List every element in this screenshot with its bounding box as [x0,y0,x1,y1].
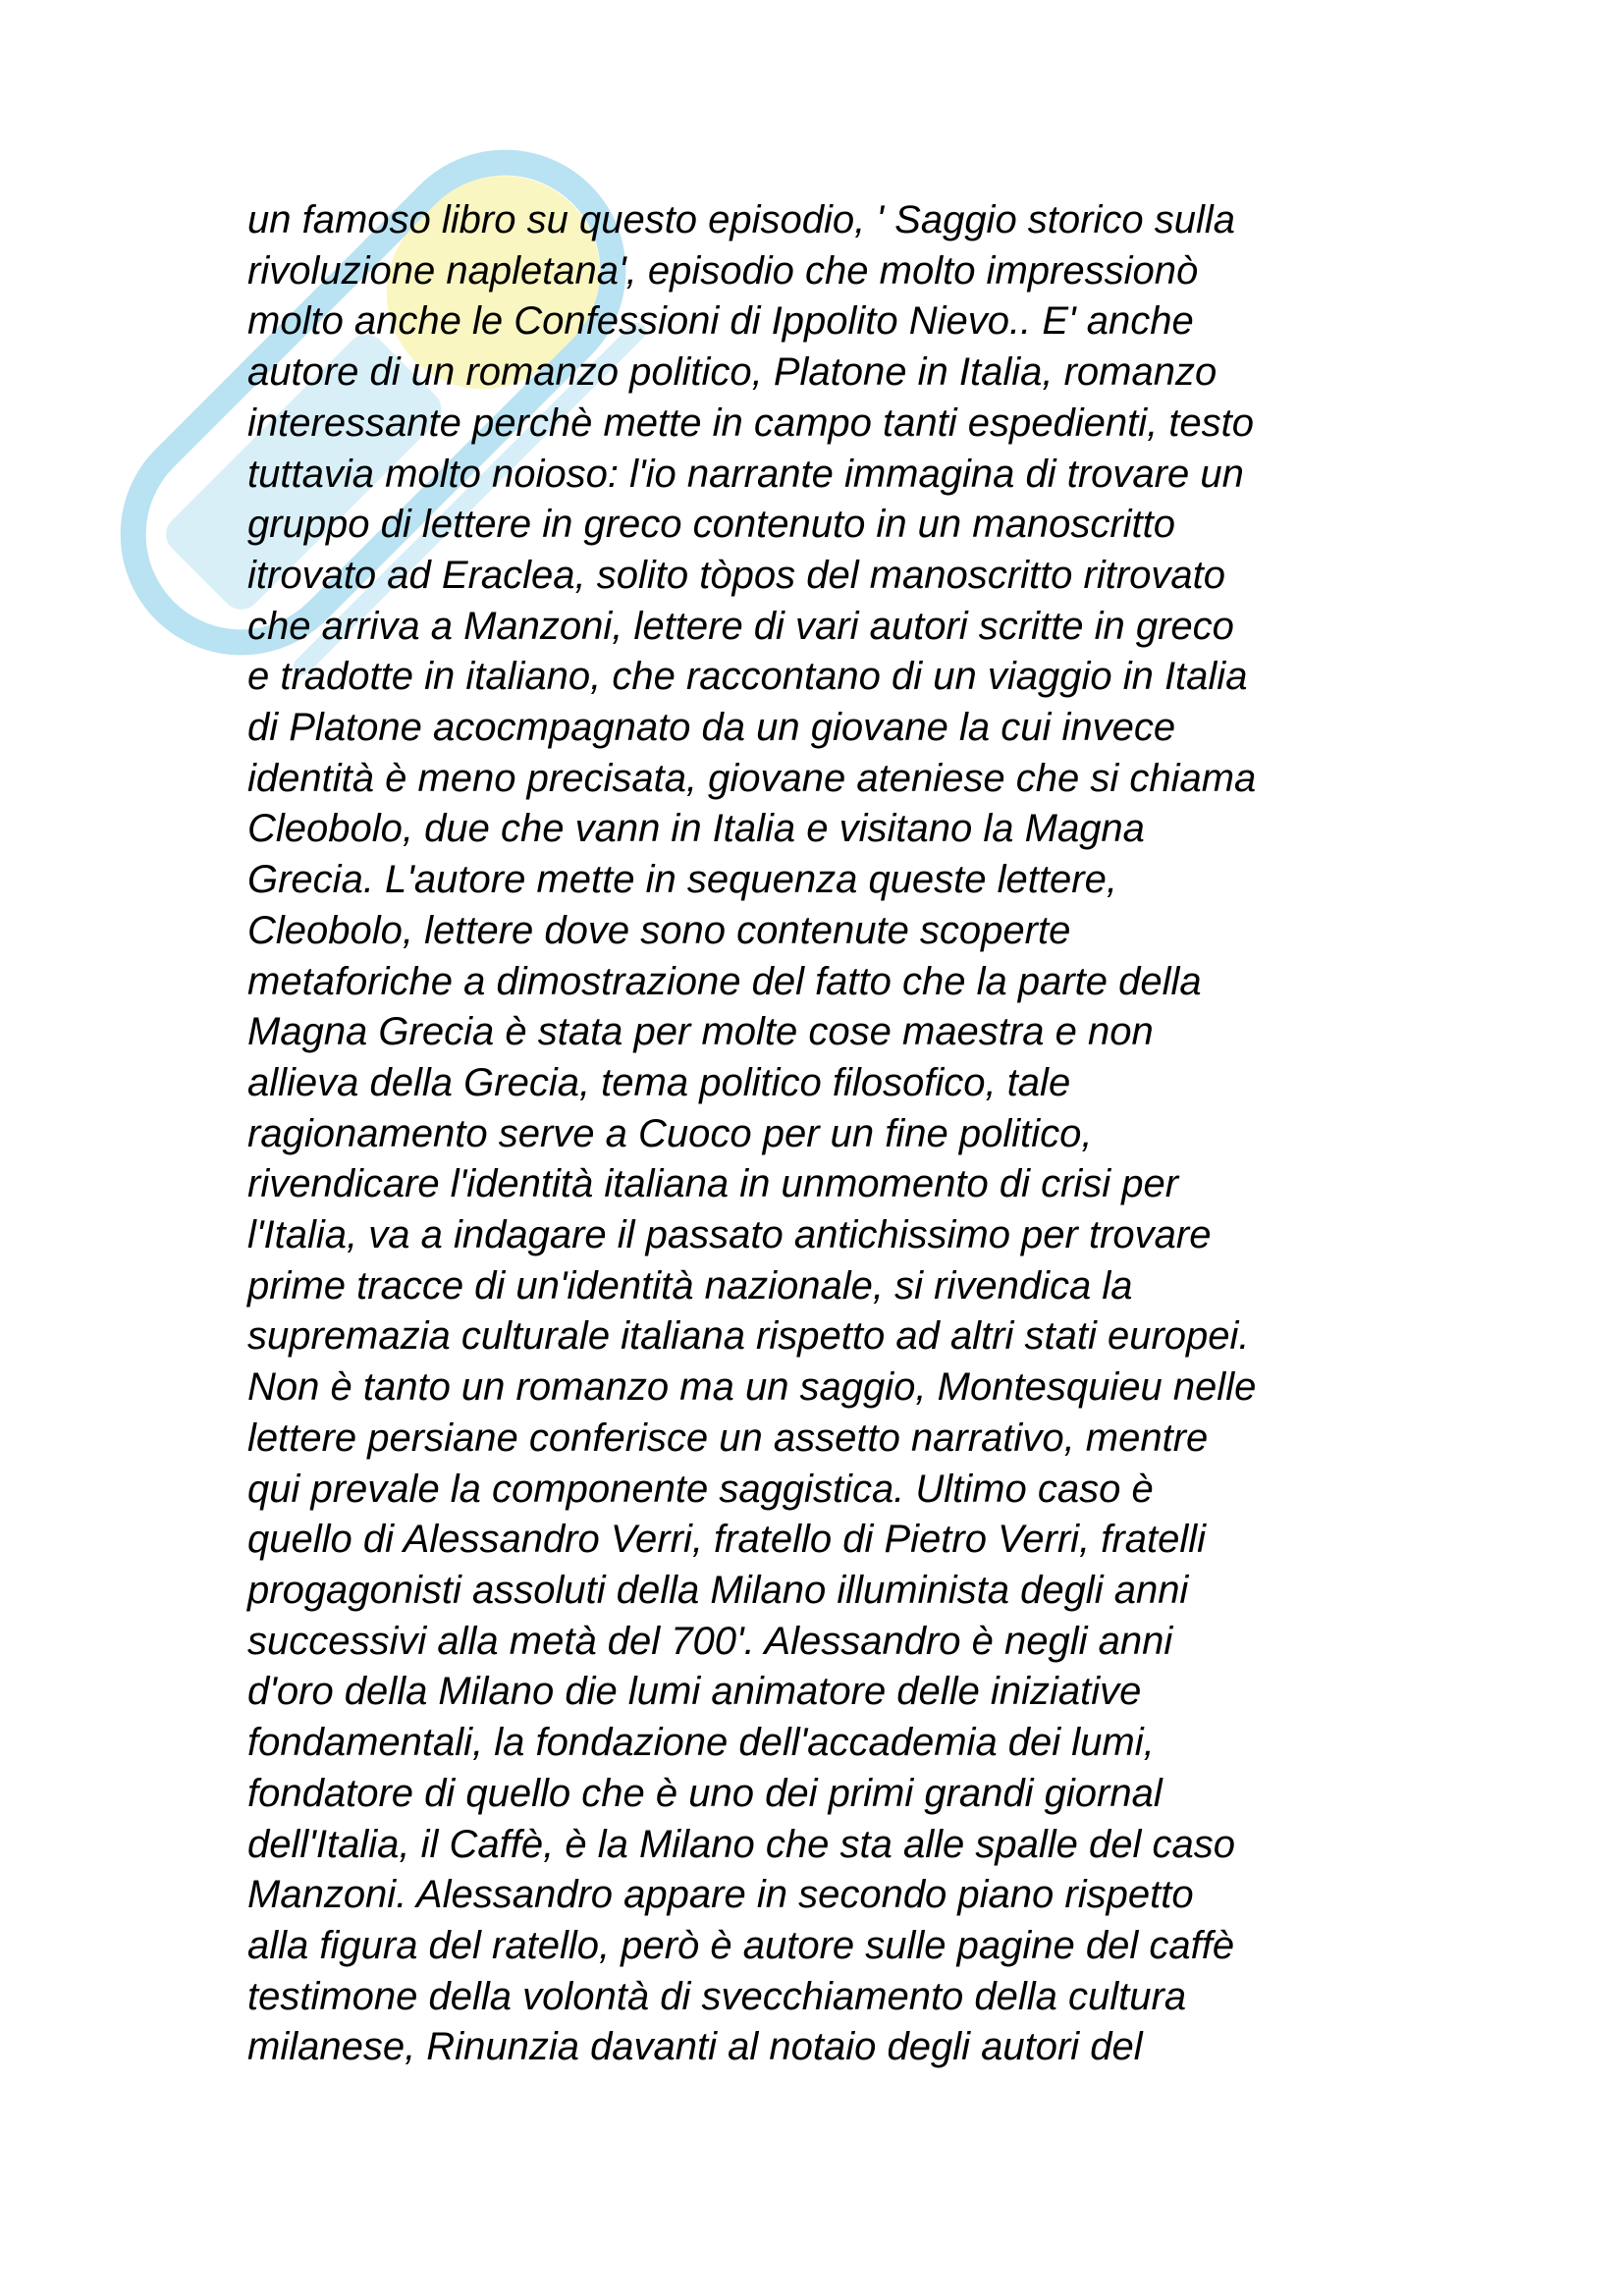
text-line: identità è meno precisata, giovane ateniese che si chiama [247,756,1257,800]
text-line: Magna Grecia è stata per molte cose maestra e non [247,1010,1154,1054]
text-line: che arriva a Manzoni, lettere di vari autori scritte in greco [247,604,1234,648]
text-line: lettere persiane conferisce un assetto narrativo, mentre [247,1415,1209,1460]
text-line: qui prevale la componente saggistica. Ultimo caso è [247,1467,1154,1511]
text-line: Cleobolo, lettere dove sono contenute scoperte [247,908,1071,952]
text-line: supremazia culturale italiana rispetto ad altri stati europei. [247,1314,1250,1359]
text-line: Grecia. L'autore mette in sequenza queste lettere, [247,858,1117,902]
text-line: d'oro della Milano die lumi animatore delle iniziative [247,1670,1142,1714]
text-line: di Platone acocmpagnato da un giovane la cui invece [247,706,1176,750]
text-line: allieva della Grecia, tema politico filosofico, tale [247,1060,1071,1104]
text-line: milanese, Rinunzia davanti al notaio degli autori del [247,2025,1143,2069]
text-line: rivoluzione napletana', episodio che molto impressionò [247,248,1199,293]
text-line: interessante perchè mette in campo tanti espedienti, testo [247,400,1255,445]
text-line: successivi alla metà del 700'. Alessandro è negli anni [247,1619,1173,1663]
text-line: testimone della volontà di svecchiamento della cultura [247,1974,1187,2018]
text-line: metaforiche a dimostrazione del fatto che la parte della [247,959,1202,1003]
text-line: rivendicare l'identità italiana in unmomento di crisi per [247,1162,1179,1206]
text-line: alla figura del ratello, però è autore sulle pagine del caffè [247,1923,1235,1967]
text-line: fondatore di quello che è uno dei primi grandi giornal [247,1771,1163,1815]
text-line: fondamentali, la fondazione dell'accademia dei lumi, [247,1721,1155,1765]
text-line: tuttavia molto noioso: l'io narrante immagina di trovare un [247,452,1244,496]
text-line: l'Italia, va a indagare il passato antichissimo per trovare [247,1213,1212,1257]
text-line: ragionamento serve a Cuoco per un fine politico, [247,1111,1093,1155]
text-line: prime tracce di un'identità nazionale, si rivendica la [247,1263,1133,1308]
text-line: quello di Alessandro Verri, fratello di Pietro Verri, fratelli [247,1518,1206,1562]
text-line: Manzoni. Alessandro appare in secondo piano rispetto [247,1873,1194,1917]
text-line: autore di un romanzo politico, Platone in Italia, romanzo [247,350,1217,395]
text-line: itrovato ad Eraclea, solito tòpos del manoscritto ritrovato [247,553,1226,597]
text-line: gruppo di lettere in greco contenuto in un manoscritto [247,503,1176,547]
text-line: dell'Italia, il Caffè, è la Milano che sta alle spalle del caso [247,1822,1235,1866]
text-line: progagonisti assoluti della Milano illuminista degli anni [247,1568,1189,1612]
text-line: Cleobolo, due che vann in Italia e visitano la Magna [247,807,1145,851]
text-line: Non è tanto un romanzo ma un saggio, Montesquieu nelle [247,1365,1257,1410]
text-line: un famoso libro su questo episodio, ' Saggio storico sulla [247,198,1235,241]
body-text [247,195,1455,2073]
text-line: molto anche le Confessioni di Ippolito Nievo.. E' anche [247,299,1194,344]
text-line: e tradotte in italiano, che raccontano di un viaggio in Italia [247,655,1248,699]
